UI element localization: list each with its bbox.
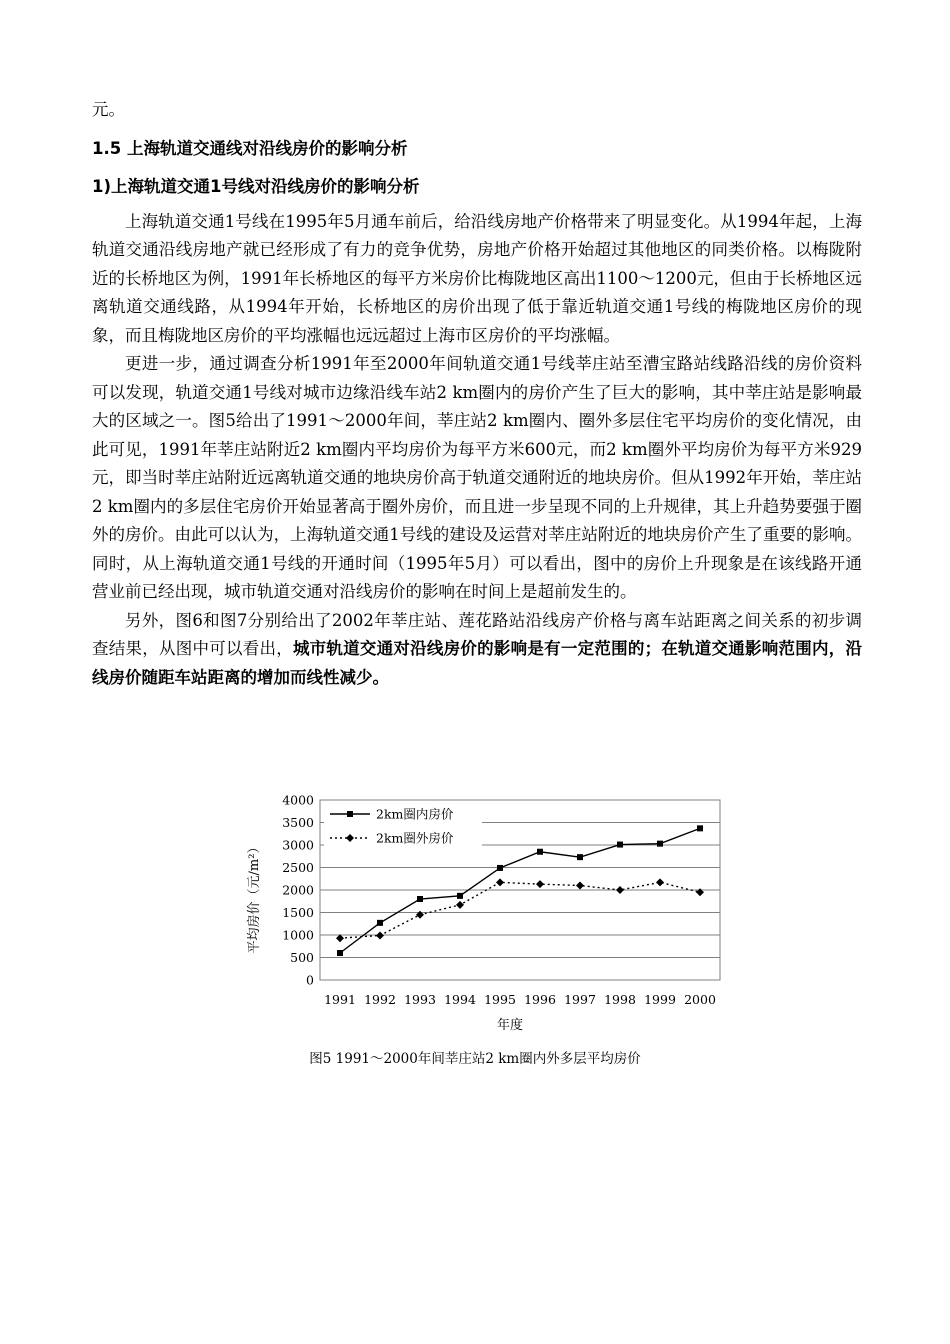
series-2-point — [536, 880, 544, 888]
series-1-point — [657, 841, 663, 847]
chart-legend — [324, 802, 482, 848]
y-tick-label: 3500 — [282, 815, 314, 830]
series-line-2 — [340, 882, 700, 938]
series-1-point — [577, 854, 583, 860]
x-tick-label: 1998 — [604, 992, 636, 1007]
chart-svg — [240, 785, 730, 1045]
y-tick-label: 3000 — [282, 837, 314, 853]
y-tick-label: 1000 — [282, 927, 314, 943]
subsection-heading: 1)上海轨道交通1号线对沿线房价的影响分析 — [92, 177, 420, 196]
x-tick-label: 1994 — [444, 992, 476, 1007]
legend-marker-square — [347, 811, 353, 817]
x-tick-label: 1999 — [644, 992, 676, 1007]
series-1-point — [377, 920, 383, 926]
carry-over-line: 元。 — [92, 100, 125, 119]
legend-label-2: 2km圈外房价 — [376, 830, 454, 846]
y-tick-label: 0 — [306, 972, 314, 988]
section-heading: 1.5 上海轨道交通线对沿线房价的影响分析 — [92, 138, 408, 158]
paragraph-3-conclusion: 城市轨道交通对沿线房价的影响是有一定范围的；在轨道交通影响范围内，沿线房价随距车站距离的增加而线性减少。 — [92, 639, 863, 687]
x-tick-label: 1991 — [324, 992, 356, 1007]
y-tick-label: 1500 — [282, 905, 314, 920]
series-2-point — [656, 878, 664, 886]
x-tick-label: 1995 — [484, 992, 516, 1007]
series-2-point — [376, 931, 384, 939]
figure-5-chart — [240, 785, 730, 1045]
series-2-point — [696, 888, 704, 896]
series-2-point — [456, 901, 464, 909]
y-tick-label: 2500 — [282, 860, 314, 875]
x-tick-label: 1996 — [524, 992, 556, 1007]
paragraph-1: 上海轨道交通1号线在1995年5月通车前后，给沿线房地产价格带来了明显变化。从1994年起，上海轨道交通沿线房地产就已经形成了有力的竞争优势，房地产价格开始超过其他地区的同类价格。以梅陇附近的长桥地区为例，1991年长桥地区的每平方米房价比梅陇地区高出1100～1200元，但由于长桥地区远离轨道交通线路，从1994年开始，长桥地区的房价出现了低于靠近轨道交通1号线的梅陇地区房价的现象，而且梅陇地区房价的平均涨幅也远远超过上海市区房价的平均涨幅。 — [92, 211, 862, 345]
paper-body — [92, 96, 862, 692]
series-2-point — [576, 882, 584, 890]
y-tick-label: 500 — [290, 950, 314, 965]
x-tick-label: 1992 — [364, 992, 396, 1007]
series-1-point — [697, 825, 703, 831]
x-tick-label: 1997 — [564, 992, 596, 1007]
series-1-point — [337, 950, 343, 956]
paragraph-3 — [92, 607, 862, 693]
x-tick-label: 2000 — [684, 992, 716, 1007]
series-1-point — [617, 842, 623, 848]
legend-label-1: 2km圈内房价 — [376, 806, 454, 822]
series-2-point — [496, 878, 504, 886]
y-axis-label: 平均房价（元/m²） — [247, 840, 262, 954]
series-1-point — [457, 893, 463, 899]
series-1-point — [417, 896, 423, 902]
series-1-point — [537, 849, 543, 855]
x-tick-label: 1993 — [404, 992, 436, 1007]
paragraph-3-text: 另外，图6和图7分别给出了2002年莘庄站、莲花路站沿线房产价格与离车站距离之间关系的初步调查结果，从图中可以看出， — [92, 610, 862, 658]
paragraph-2: 更进一步，通过调查分析1991年至2000年间轨道交通1号线莘庄站至漕宝路站线路沿线的房价资料可以发现，轨道交通1号线对城市边缘沿线车站2 km圈内的房价产生了巨大的影响，其中莘庄站是影响最大的区域之一。图5给出了1991～2000年间，莘庄站2 km圈内、圈外多层住宅平均房价的变化情况，由此可见，1991年莘庄站附近2 km圈内平均房价为每平方米600元，而2 km圈外平均房价为每平方米929元，即当时莘庄站附近远离轨道交通的地块房价高于轨道交通附近的地块房价。但从1992年开始，莘庄站2 km圈内的多层住宅房价开始显著高于圈外房价，而且进一步呈现不同的上升规律，其上升趋势要强于圈外的房价。由此可以认为，上海轨道交通1号线的建设及运营对莘庄站附近的地块房价产生了重要的影响。同时，从上海轨道交通1号线的开通时间（1995年5月）可以看出，图中的房价上升现象是在该线路开通营业前已经出现，城市轨道交通对沿线房价的影响在时间上是超前发生的。 — [92, 354, 862, 601]
series-2-point — [416, 911, 424, 919]
x-axis-label: 年度 — [496, 1018, 524, 1033]
y-tick-label: 2000 — [282, 882, 314, 898]
figure-caption: 图5 1991～2000年间莘庄站2 km圈内外多层平均房价 — [309, 1051, 641, 1067]
y-tick-label: 4000 — [282, 792, 314, 808]
series-1-point — [497, 865, 503, 871]
series-2-point — [616, 886, 624, 894]
